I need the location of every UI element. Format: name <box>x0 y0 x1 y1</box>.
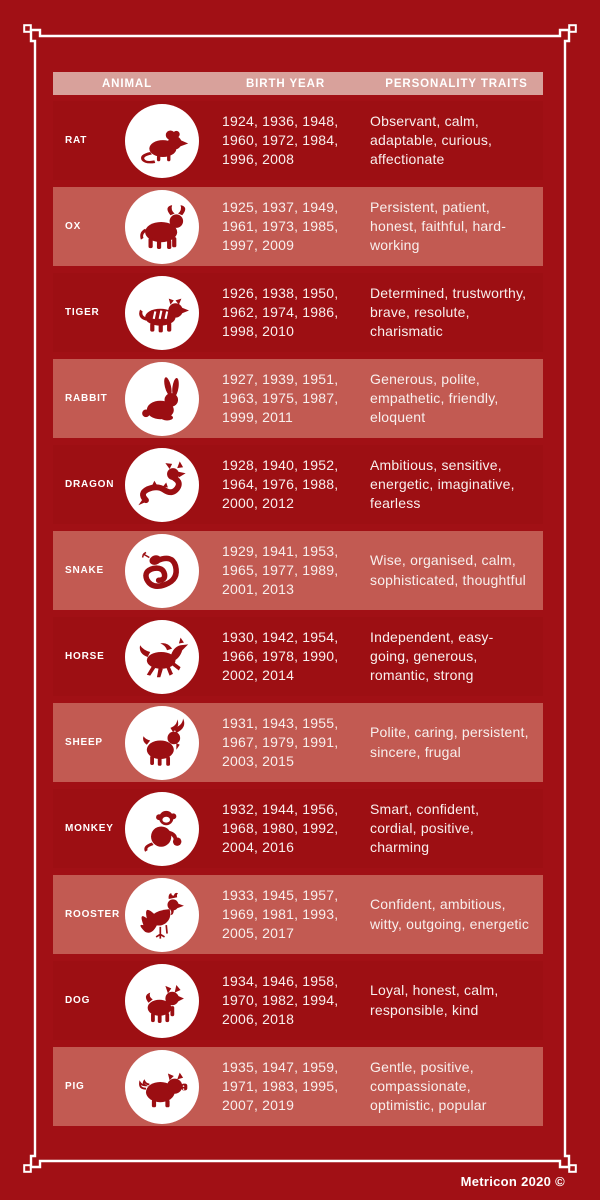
column-header-personality-traits: PERSONALITY TRAITS <box>385 77 528 90</box>
animal-icon-cell <box>123 104 201 178</box>
corner-ornament-top-left <box>24 25 49 50</box>
personality-traits: Confident, ambitious, witty, outgoing, energetic <box>370 896 530 932</box>
table-row <box>53 789 543 868</box>
pig-icon <box>125 1050 199 1124</box>
table-row <box>53 101 543 180</box>
birth-years: 1928, 1940, 1952, 1964, 1976, 1988, 2000, 2012 <box>222 456 339 512</box>
animal-icon-cell <box>123 878 201 952</box>
animal-icon-cell <box>123 964 201 1038</box>
corner-ornament-top-right <box>551 25 576 50</box>
table-header <box>53 72 543 95</box>
table-body <box>53 101 543 1126</box>
personality-traits: Loyal, honest, calm, responsible, kind <box>370 982 499 1018</box>
animal-icon-cell <box>123 362 201 436</box>
footer-credit: Metricon 2020 © <box>460 1174 565 1189</box>
animal-name: SHEEP <box>65 737 103 748</box>
table-row <box>53 531 543 610</box>
animal-name: SNAKE <box>65 565 105 576</box>
personality-traits: Independent, easy-going, generous, romantic, strong <box>370 628 494 684</box>
animal-name: DOG <box>65 995 91 1006</box>
animal-name: TIGER <box>65 307 100 318</box>
animal-name: HORSE <box>65 651 105 662</box>
horse-icon <box>125 620 199 694</box>
table-row <box>53 273 543 352</box>
ox-icon <box>125 190 199 264</box>
column-header-animal: ANIMAL <box>101 77 153 90</box>
personality-traits: Persistent, patient, honest, faithful, hard-working <box>370 198 507 254</box>
snake-icon <box>125 534 199 608</box>
birth-years: 1926, 1938, 1950, 1962, 1974, 1986, 1998, 2010 <box>222 284 339 340</box>
animal-name: RAT <box>65 135 88 146</box>
monkey-icon <box>125 792 199 866</box>
animal-icon-cell <box>123 620 201 694</box>
table-row <box>53 703 543 782</box>
rabbit-icon <box>125 362 199 436</box>
table-row <box>53 617 543 696</box>
personality-traits: Smart, confident, cordial, positive, charming <box>370 800 480 856</box>
birth-years: 1932, 1944, 1956, 1968, 1980, 1992, 2004, 2016 <box>222 800 339 856</box>
animal-icon-cell <box>123 792 201 866</box>
rooster-icon <box>125 878 199 952</box>
birth-years: 1924, 1936, 1948, 1960, 1972, 1984, 1996, 2008 <box>222 112 339 168</box>
tiger-icon <box>125 276 199 350</box>
animal-name: RABBIT <box>65 393 108 404</box>
birth-years: 1927, 1939, 1951, 1963, 1975, 1987, 1999, 2011 <box>222 370 339 426</box>
sheep-icon <box>125 706 199 780</box>
birth-years: 1933, 1945, 1957, 1969, 1981, 1993, 2005, 2017 <box>222 886 339 942</box>
zodiac-table <box>53 72 543 1133</box>
birth-years: 1925, 1937, 1949, 1961, 1973, 1985, 1997, 2009 <box>222 198 339 254</box>
table-row <box>53 187 543 266</box>
corner-ornament-bottom-left <box>24 1147 49 1172</box>
animal-icon-cell <box>123 190 201 264</box>
animal-name: OX <box>65 221 82 232</box>
dog-icon <box>125 964 199 1038</box>
animal-name: PIG <box>65 1081 85 1092</box>
animal-icon-cell <box>123 534 201 608</box>
dragon-icon <box>125 448 199 522</box>
personality-traits: Ambitious, sensitive, energetic, imaginative, fearless <box>370 456 515 512</box>
table-row <box>53 1047 543 1126</box>
personality-traits: Determined, trustworthy, brave, resolute, charismatic <box>370 284 527 340</box>
table-row <box>53 359 543 438</box>
animal-name: DRAGON <box>65 479 115 490</box>
animal-name: ROOSTER <box>65 909 121 920</box>
animal-icon-cell <box>123 448 201 522</box>
animal-icon-cell <box>123 276 201 350</box>
birth-years: 1929, 1941, 1953, 1965, 1977, 1989, 2001, 2013 <box>222 542 339 598</box>
personality-traits: Wise, organised, calm, sophisticated, thoughtful <box>370 552 526 588</box>
personality-traits: Generous, polite, empathetic, friendly, eloquent <box>370 370 499 426</box>
personality-traits: Gentle, positive, compassionate, optimistic, popular <box>370 1058 487 1114</box>
personality-traits: Polite, caring, persistent, sincere, frugal <box>370 724 529 760</box>
birth-years: 1930, 1942, 1954, 1966, 1978, 1990, 2002, 2014 <box>222 628 339 684</box>
column-header-birth-year: BIRTH YEAR <box>245 77 326 90</box>
birth-years: 1934, 1946, 1958, 1970, 1982, 1994, 2006, 2018 <box>222 972 339 1028</box>
animal-icon-cell <box>123 1050 201 1124</box>
table-row <box>53 445 543 524</box>
corner-ornament-bottom-right <box>551 1147 576 1172</box>
rat-icon <box>125 104 199 178</box>
animal-name: MONKEY <box>65 823 114 834</box>
birth-years: 1931, 1943, 1955, 1967, 1979, 1991, 2003, 2015 <box>222 714 339 770</box>
personality-traits: Observant, calm, adaptable, curious, affectionate <box>370 112 493 168</box>
table-row <box>53 875 543 954</box>
birth-years: 1935, 1947, 1959, 1971, 1983, 1995, 2007, 2019 <box>222 1058 339 1114</box>
table-row <box>53 961 543 1040</box>
animal-icon-cell <box>123 706 201 780</box>
